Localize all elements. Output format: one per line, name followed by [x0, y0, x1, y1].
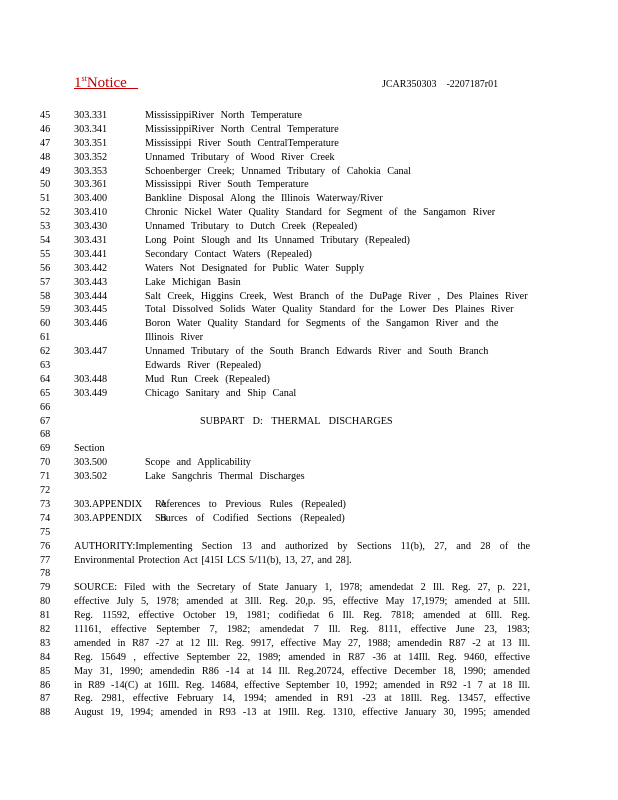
line [0, 151, 618, 165]
line-number: 57 [40, 276, 51, 288]
source-text: in R89 -14(C) at 16Ill. Reg. 14684, effective September 10, 1992; amended in R92 -1 7 at 18 Ill. [74, 679, 530, 691]
line-number: 60 [40, 318, 51, 330]
section-label: Section [74, 443, 105, 455]
section-title: Boron Water Quality Standard for Segments of the Sangamon River and the [145, 318, 499, 330]
line-number: 76 [40, 540, 51, 552]
source-text: Reg. 15649 , effective September 22, 1989; amended in R87 -36 at 14Ill. Reg. 9460, effective [74, 651, 530, 663]
line [0, 470, 618, 484]
line [0, 692, 618, 706]
appendix-title: References to Previous Rules (Repealed) [155, 498, 346, 510]
line-number: 55 [40, 248, 51, 260]
line-number: 58 [40, 290, 51, 302]
line [0, 484, 618, 498]
document-body [0, 109, 618, 720]
section-title: Chicago Sanitary and Ship Canal [145, 387, 297, 399]
section-number: 303.444 [74, 290, 108, 302]
section-number: 303.351 [74, 137, 108, 149]
section-number: 303.353 [74, 165, 108, 177]
line-number: 70 [40, 457, 51, 469]
section-number: 303.431 [74, 235, 108, 247]
section-title: Long Point Slough and Its Unnamed Tributary (Repealed) [145, 235, 410, 247]
source-text: 11161, effective September 7, 1982; amendedat 7 Ill. Reg. 8111, effective June 23, 1983; [74, 623, 530, 635]
line [0, 165, 618, 179]
section-number: 303.445 [74, 304, 108, 316]
line-number: 46 [40, 123, 51, 135]
section-title: Waters Not Designated for Public Water Supply [145, 262, 365, 274]
line-number: 87 [40, 693, 51, 705]
line-number: 51 [40, 193, 51, 205]
line [0, 137, 618, 151]
source-text: amended in R87 -27 at 12 Ill. Reg. 9917, effective May 27, 1988; amendedin R87 -2 at 13 Ill. [74, 637, 530, 649]
source-text: Reg. 11592, effective October 19, 1981; codifiedat 6 Ill. Reg. 7818; amended at 6Ill. Reg. [74, 610, 530, 622]
line [0, 234, 618, 248]
source-text: effective July 5, 1978; amended at 3Ill. Reg. 20,p. 95, effective May 17,1979; amended at 5Ill. [74, 596, 530, 608]
line-number: 84 [40, 651, 51, 663]
section-title: Lake Michigan Basin [145, 276, 241, 288]
line-number: 74 [40, 512, 51, 524]
line [0, 595, 618, 609]
line [0, 331, 618, 345]
line-number: 53 [40, 221, 51, 233]
section-title: Unnamed Tributary to Dutch Creek (Repealed) [145, 221, 358, 233]
line-number: 82 [40, 623, 51, 635]
line-number: 88 [40, 707, 51, 719]
line-number: 73 [40, 498, 51, 510]
line [0, 345, 618, 359]
line [0, 359, 618, 373]
line-number: 65 [40, 387, 51, 399]
section-title: Edwards River (Repealed) [145, 360, 262, 372]
section-title: Unnamed Tributary of the South Branch Edwards River and South Branch [145, 346, 489, 358]
line [0, 317, 618, 331]
section-number: 303.410 [74, 207, 108, 219]
notice-label: 1stNotice [74, 74, 127, 91]
source-text: Reg. 2981, effective February 14, 1994; amended in R91 -23 at 18Ill. Reg. 13457, effective [74, 693, 530, 705]
section-title: MississippiRiver North Central Temperature [145, 123, 339, 135]
line [0, 248, 618, 262]
section-number: 303.331 [74, 110, 108, 121]
line-number: 67 [40, 415, 51, 427]
line-number: 78 [40, 568, 51, 580]
line [0, 373, 618, 387]
appendix-title: Sources of Codified Sections (Repealed) [155, 512, 345, 524]
line [0, 567, 618, 581]
section-title: Salt Creek, Higgins Creek, West Branch of the DuPage River , Des Plaines River [145, 290, 528, 302]
section-number: 303.441 [74, 248, 108, 260]
line-number: 56 [40, 262, 51, 274]
line-number: 85 [40, 665, 51, 677]
line [0, 415, 618, 429]
line [0, 192, 618, 206]
line [0, 428, 618, 442]
line [0, 206, 618, 220]
section-number: 303.361 [74, 179, 108, 191]
section-title: Mississippi River South Temperature [145, 179, 309, 191]
line [0, 554, 618, 568]
section-number: 303.449 [74, 387, 108, 399]
jcar-code: JCAR350303 -2207187r01 [382, 79, 499, 90]
line [0, 540, 618, 554]
section-number: 303.500 [74, 457, 108, 469]
line-number: 64 [40, 373, 51, 385]
line-number: 54 [40, 235, 51, 247]
line-number: 63 [40, 360, 51, 372]
section-number: 303.442 [74, 262, 108, 274]
line [0, 665, 618, 679]
line [0, 706, 618, 720]
section-number: 303.447 [74, 346, 108, 358]
line-number: 45 [40, 110, 51, 121]
line-number: 72 [40, 485, 51, 497]
line-number: 79 [40, 582, 51, 594]
line [0, 651, 618, 665]
section-title: Unnamed Tributary of Wood River Creek [145, 151, 335, 163]
section-number: 303.502 [74, 471, 108, 483]
line [0, 456, 618, 470]
section-title: Illinois River [145, 332, 204, 344]
line [0, 581, 618, 595]
section-number: 303.443 [74, 276, 108, 288]
page-header [74, 74, 578, 94]
line [0, 512, 618, 526]
line [0, 623, 618, 637]
section-number: 303.446 [74, 318, 108, 330]
source-text: SOURCE: Filed with the Secretary of State January 1, 1978; amendedat 2 Ill. Reg. 27, p. 221, [74, 582, 530, 594]
line-number: 48 [40, 151, 51, 163]
section-title: Total Dissolved Solids Water Quality Standard for the Lower Des Plaines River [145, 304, 514, 316]
section-title: Bankline Disposal Along the Illinois Waterway/River [145, 193, 383, 205]
line [0, 178, 618, 192]
line [0, 387, 618, 401]
section-title: MississippiRiver North Temperature [145, 110, 303, 121]
section-title: Secondary Contact Waters (Repealed) [145, 248, 312, 260]
line [0, 276, 618, 290]
line-number: 86 [40, 679, 51, 691]
section-number: 303.400 [74, 193, 108, 205]
appendix-label: 303.APPENDIX B [74, 512, 167, 524]
source-text: May 31, 1990; amendedin R86 -14 at 14 Ill. Reg.20724, effective December 18, 1990; amended [74, 665, 530, 677]
line [0, 401, 618, 415]
section-number: 303.341 [74, 123, 108, 135]
section-title: Chronic Nickel Water Quality Standard for Segment of the Sangamon River [145, 207, 496, 219]
line-number: 80 [40, 596, 51, 608]
line [0, 109, 618, 123]
section-title: Mud Run Creek (Repealed) [145, 373, 270, 385]
line-number: 81 [40, 610, 51, 622]
line-number: 69 [40, 443, 51, 455]
authority-text: Environmental Protection Act [415I LCS 5/11(b), 13, 27, and 28]. [74, 554, 352, 566]
section-title: Mississippi River South CentralTemperature [145, 137, 339, 149]
section-number: 303.352 [74, 151, 108, 163]
line [0, 123, 618, 137]
section-title: Scope and Applicability [145, 457, 251, 469]
line [0, 220, 618, 234]
line [0, 609, 618, 623]
subpart-heading: SUBPART D: THERMAL DISCHARGES [200, 415, 393, 427]
line-number: 49 [40, 165, 51, 177]
line [0, 637, 618, 651]
line [0, 526, 618, 540]
appendix-label: 303.APPENDIX A [74, 498, 167, 510]
line-number: 77 [40, 554, 51, 566]
section-number: 303.448 [74, 373, 108, 385]
section-title: Lake Sangchris Thermal Discharges [145, 471, 305, 483]
line [0, 303, 618, 317]
source-text: August 19, 1994; amended in R93 -13 at 19Ill. Reg. 1310, effective January 30, 1995; amended [74, 707, 530, 719]
line [0, 290, 618, 304]
line-number: 71 [40, 471, 51, 483]
line [0, 498, 618, 512]
line-number: 66 [40, 401, 51, 413]
section-number: 303.430 [74, 221, 108, 233]
line [0, 262, 618, 276]
line-number: 59 [40, 304, 51, 316]
line [0, 442, 618, 456]
line-number: 62 [40, 346, 51, 358]
line [0, 679, 618, 693]
line-number: 50 [40, 179, 51, 191]
line-number: 68 [40, 429, 51, 441]
line-number: 75 [40, 526, 51, 538]
line-number: 52 [40, 207, 51, 219]
line-number: 83 [40, 637, 51, 649]
section-title: Schoenberger Creek; Unnamed Tributary of Cahokia Canal [145, 165, 411, 177]
line-number: 47 [40, 137, 51, 149]
authority-text: AUTHORITY:Implementing Section 13 and authorized by Sections 11(b), 27, and 28 of the [74, 540, 530, 552]
line-number: 61 [40, 332, 51, 344]
